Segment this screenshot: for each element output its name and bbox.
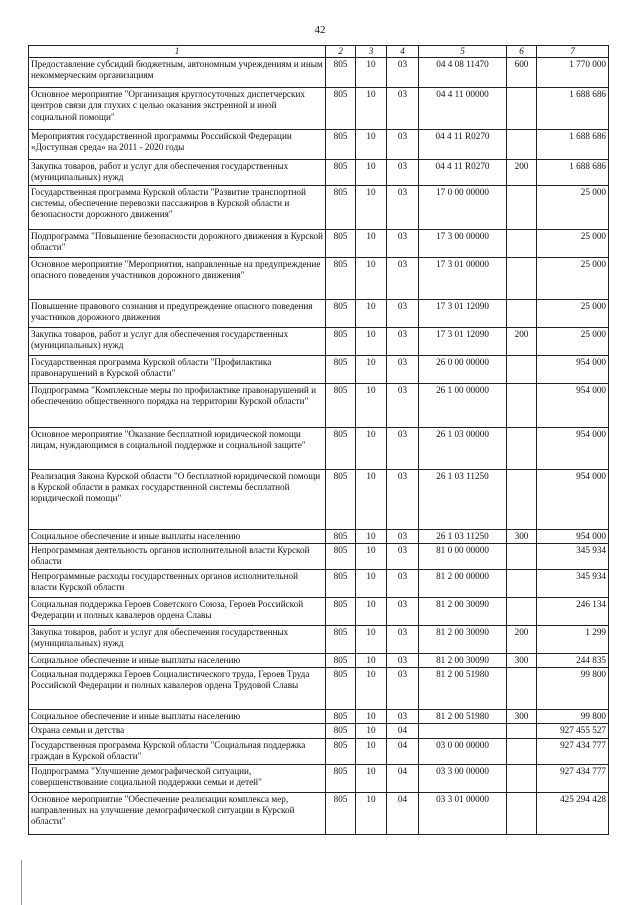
target-article-cell: 04 4 11 00000 bbox=[419, 88, 507, 130]
subsection-code-cell: 03 bbox=[387, 130, 419, 160]
subsection-code-cell: 04 bbox=[387, 764, 419, 792]
table-row bbox=[29, 185, 609, 229]
section-code-cell: 10 bbox=[356, 130, 387, 160]
target-article-cell: 26 1 00 00000 bbox=[419, 383, 507, 427]
expense-type-cell: 200 bbox=[507, 327, 537, 355]
row-name-cell: Государственная программа Курской области "Развитие транспортной системы, обеспечение перевозки пассажиров в Курской области и безопасности дорожного движения" bbox=[29, 185, 326, 229]
expense-type-cell bbox=[507, 185, 537, 229]
table-row bbox=[29, 792, 609, 834]
row-name-cell: Социальная поддержка Героев Советского Союза, Героев Российской Федерации и полных кавалеров ордена Славы bbox=[29, 597, 326, 625]
amount-cell: 1 688 686 bbox=[537, 130, 609, 160]
expense-type-cell: 200 bbox=[507, 160, 537, 185]
row-name-cell: Социальное обеспечение и иные выплаты населению bbox=[29, 653, 326, 667]
grbs-code-cell: 805 bbox=[326, 130, 356, 160]
amount-cell: 345 934 bbox=[537, 569, 609, 597]
grbs-code-cell: 805 bbox=[326, 355, 356, 383]
amount-cell: 246 134 bbox=[537, 597, 609, 625]
amount-cell: 927 434 777 bbox=[537, 764, 609, 792]
subsection-code-cell: 03 bbox=[387, 668, 419, 710]
target-article-cell: 81 2 00 30090 bbox=[419, 597, 507, 625]
expense-type-cell bbox=[507, 88, 537, 130]
expense-type-cell bbox=[507, 668, 537, 710]
target-article-cell: 17 0 00 00000 bbox=[419, 185, 507, 229]
grbs-code-cell: 805 bbox=[326, 383, 356, 427]
row-name-cell: Повышение правового сознания и предупреждение опасного поведения участников дорожного движения bbox=[29, 299, 326, 327]
amount-cell: 25 000 bbox=[537, 185, 609, 229]
table-row bbox=[29, 427, 609, 469]
row-name-cell: Основное мероприятие "Организация круглосуточных диспетчерских центров связи для глухих с целью оказания экстренной и иной социальной помощи" bbox=[29, 88, 326, 130]
grbs-code-cell: 805 bbox=[326, 469, 356, 529]
expense-type-cell bbox=[507, 229, 537, 257]
column-number: 2 bbox=[326, 46, 356, 58]
table-row bbox=[29, 88, 609, 130]
grbs-code-cell: 805 bbox=[326, 543, 356, 569]
expense-type-cell bbox=[507, 764, 537, 792]
grbs-code-cell: 805 bbox=[326, 668, 356, 710]
table-row bbox=[29, 668, 609, 710]
grbs-code-cell: 805 bbox=[326, 58, 356, 88]
amount-cell: 99 800 bbox=[537, 710, 609, 724]
table-row bbox=[29, 738, 609, 764]
target-article-cell: 81 2 00 00000 bbox=[419, 569, 507, 597]
table-row bbox=[29, 130, 609, 160]
amount-cell: 25 000 bbox=[537, 327, 609, 355]
amount-cell: 244 835 bbox=[537, 653, 609, 667]
table-row bbox=[29, 383, 609, 427]
grbs-code-cell: 805 bbox=[326, 427, 356, 469]
row-name-cell: Мероприятия государственной программы Российской Федерации «Доступная среда» на 2011 - 2020 годы bbox=[29, 130, 326, 160]
subsection-code-cell: 04 bbox=[387, 792, 419, 834]
subsection-code-cell: 03 bbox=[387, 327, 419, 355]
row-name-cell: Подпрограмма "Комплексные меры по профилактике правонарушений и обеспечению общественного порядка на территории Курской области" bbox=[29, 383, 326, 427]
subsection-code-cell: 03 bbox=[387, 257, 419, 299]
subsection-code-cell: 03 bbox=[387, 88, 419, 130]
page-number: 42 bbox=[314, 24, 326, 36]
row-name-cell: Социальное обеспечение и иные выплаты населению bbox=[29, 529, 326, 543]
column-number: 7 bbox=[537, 46, 609, 58]
row-name-cell: Закупка товаров, работ и услуг для обеспечения государственных (муниципальных) нужд bbox=[29, 160, 326, 185]
expense-type-cell bbox=[507, 724, 537, 738]
table-row bbox=[29, 257, 609, 299]
section-code-cell: 10 bbox=[356, 792, 387, 834]
table-row bbox=[29, 710, 609, 724]
table-row bbox=[29, 597, 609, 625]
table-row bbox=[29, 653, 609, 667]
section-code-cell: 10 bbox=[356, 160, 387, 185]
target-article-cell: 81 2 00 51980 bbox=[419, 710, 507, 724]
grbs-code-cell: 805 bbox=[326, 327, 356, 355]
expense-type-cell bbox=[507, 569, 537, 597]
grbs-code-cell: 805 bbox=[326, 257, 356, 299]
section-code-cell: 10 bbox=[356, 653, 387, 667]
table-row bbox=[29, 469, 609, 529]
row-name-cell: Социальное обеспечение и иные выплаты населению bbox=[29, 710, 326, 724]
subsection-code-cell: 03 bbox=[387, 710, 419, 724]
target-article-cell: 03 3 01 00000 bbox=[419, 792, 507, 834]
row-name-cell: Закупка товаров, работ и услуг для обеспечения государственных (муниципальных) нужд bbox=[29, 625, 326, 653]
subsection-code-cell: 03 bbox=[387, 469, 419, 529]
expense-type-cell bbox=[507, 792, 537, 834]
table-row bbox=[29, 764, 609, 792]
amount-cell: 1 770 000 bbox=[537, 58, 609, 88]
amount-cell: 99 800 bbox=[537, 668, 609, 710]
amount-cell: 425 294 428 bbox=[537, 792, 609, 834]
amount-cell: 25 000 bbox=[537, 257, 609, 299]
table-body bbox=[29, 58, 609, 834]
expense-type-cell bbox=[507, 355, 537, 383]
row-name-cell: Государственная программа Курской области "Социальная поддержка граждан в Курской области" bbox=[29, 738, 326, 764]
target-article-cell: 26 1 03 00000 bbox=[419, 427, 507, 469]
column-number: 5 bbox=[419, 46, 507, 58]
section-code-cell: 10 bbox=[356, 58, 387, 88]
expense-type-cell: 300 bbox=[507, 710, 537, 724]
subsection-code-cell: 03 bbox=[387, 597, 419, 625]
amount-cell: 954 000 bbox=[537, 355, 609, 383]
target-article-cell: 17 3 01 12090 bbox=[419, 299, 507, 327]
amount-cell: 927 434 777 bbox=[537, 738, 609, 764]
column-number: 1 bbox=[29, 46, 326, 58]
target-article-cell: 17 3 01 00000 bbox=[419, 257, 507, 299]
column-number: 4 bbox=[387, 46, 419, 58]
grbs-code-cell: 805 bbox=[326, 653, 356, 667]
amount-cell: 954 000 bbox=[537, 383, 609, 427]
table-row bbox=[29, 724, 609, 738]
column-number-row bbox=[29, 46, 609, 58]
row-name-cell: Социальная поддержка Героев Социалистического труда, Героев Труда Российской Федерации и полных кавалеров ордена Трудовой Славы bbox=[29, 668, 326, 710]
expense-type-cell bbox=[507, 597, 537, 625]
subsection-code-cell: 03 bbox=[387, 160, 419, 185]
grbs-code-cell: 805 bbox=[326, 88, 356, 130]
expense-type-cell: 600 bbox=[507, 58, 537, 88]
row-name-cell: Непрограммные расходы государственных органов исполнительной власти Курской области bbox=[29, 569, 326, 597]
subsection-code-cell: 03 bbox=[387, 185, 419, 229]
target-article-cell: 03 3 00 00000 bbox=[419, 764, 507, 792]
section-code-cell: 10 bbox=[356, 355, 387, 383]
target-article-cell: 26 1 03 11250 bbox=[419, 529, 507, 543]
target-article-cell: 26 0 00 00000 bbox=[419, 355, 507, 383]
section-code-cell: 10 bbox=[356, 427, 387, 469]
expense-type-cell bbox=[507, 130, 537, 160]
scan-margin-line bbox=[21, 860, 22, 905]
row-name-cell: Охрана семьи и детства bbox=[29, 724, 326, 738]
section-code-cell: 10 bbox=[356, 625, 387, 653]
amount-cell: 1 299 bbox=[537, 625, 609, 653]
grbs-code-cell: 805 bbox=[326, 299, 356, 327]
grbs-code-cell: 805 bbox=[326, 229, 356, 257]
target-article-cell: 81 0 00 00000 bbox=[419, 543, 507, 569]
target-article-cell: 04 4 08 11470 bbox=[419, 58, 507, 88]
amount-cell: 25 000 bbox=[537, 299, 609, 327]
expense-type-cell bbox=[507, 257, 537, 299]
section-code-cell: 10 bbox=[356, 469, 387, 529]
amount-cell: 1 688 686 bbox=[537, 160, 609, 185]
table-row bbox=[29, 543, 609, 569]
row-name-cell: Предоставление субсидий бюджетным, автономным учреждениям и иным некоммерческим организациям bbox=[29, 58, 326, 88]
target-article-cell: 04 4 11 R0270 bbox=[419, 160, 507, 185]
target-article-cell: 81 2 00 30090 bbox=[419, 625, 507, 653]
target-article-cell: 17 3 01 12090 bbox=[419, 327, 507, 355]
row-name-cell: Основное мероприятие "Обеспечение реализации комплекса мер, направленных на улучшение демографической ситуации в Курской области" bbox=[29, 792, 326, 834]
grbs-code-cell: 805 bbox=[326, 625, 356, 653]
row-name-cell: Непрограммная деятельность органов исполнительной власти Курской области bbox=[29, 543, 326, 569]
section-code-cell: 10 bbox=[356, 257, 387, 299]
table-row bbox=[29, 529, 609, 543]
subsection-code-cell: 03 bbox=[387, 58, 419, 88]
row-name-cell: Подпрограмма "Улучшение демографической ситуации, совершенствование социальной поддержки семьи и детей" bbox=[29, 764, 326, 792]
section-code-cell: 10 bbox=[356, 738, 387, 764]
amount-cell: 25 000 bbox=[537, 229, 609, 257]
target-article-cell bbox=[419, 724, 507, 738]
section-code-cell: 10 bbox=[356, 529, 387, 543]
section-code-cell: 10 bbox=[356, 327, 387, 355]
target-article-cell: 03 0 00 00000 bbox=[419, 738, 507, 764]
grbs-code-cell: 805 bbox=[326, 529, 356, 543]
row-name-cell: Основное мероприятие "Оказание бесплатной юридической помощи лицам, нуждающимся в социальной поддержке и социальной защите" bbox=[29, 427, 326, 469]
target-article-cell: 04 4 11 R0270 bbox=[419, 130, 507, 160]
subsection-code-cell: 03 bbox=[387, 569, 419, 597]
section-code-cell: 10 bbox=[356, 543, 387, 569]
table-row bbox=[29, 569, 609, 597]
subsection-code-cell: 03 bbox=[387, 229, 419, 257]
amount-cell: 1 688 686 bbox=[537, 88, 609, 130]
subsection-code-cell: 03 bbox=[387, 625, 419, 653]
subsection-code-cell: 03 bbox=[387, 543, 419, 569]
target-article-cell: 17 3 00 00000 bbox=[419, 229, 507, 257]
column-number: 3 bbox=[356, 46, 387, 58]
target-article-cell: 81 2 00 30090 bbox=[419, 653, 507, 667]
section-code-cell: 10 bbox=[356, 724, 387, 738]
expense-type-cell: 300 bbox=[507, 653, 537, 667]
section-code-cell: 10 bbox=[356, 383, 387, 427]
section-code-cell: 10 bbox=[356, 764, 387, 792]
subsection-code-cell: 04 bbox=[387, 724, 419, 738]
expense-type-cell bbox=[507, 738, 537, 764]
row-name-cell: Подпрограмма "Повышение безопасности дорожного движения в Курской области" bbox=[29, 229, 326, 257]
grbs-code-cell: 805 bbox=[326, 569, 356, 597]
grbs-code-cell: 805 bbox=[326, 710, 356, 724]
target-article-cell: 81 2 00 51980 bbox=[419, 668, 507, 710]
row-name-cell: Закупка товаров, работ и услуг для обеспечения государственных (муниципальных) нужд bbox=[29, 327, 326, 355]
column-number: 6 bbox=[507, 46, 537, 58]
expense-type-cell bbox=[507, 427, 537, 469]
amount-cell: 954 000 bbox=[537, 469, 609, 529]
amount-cell: 954 000 bbox=[537, 427, 609, 469]
section-code-cell: 10 bbox=[356, 88, 387, 130]
grbs-code-cell: 805 bbox=[326, 724, 356, 738]
grbs-code-cell: 805 bbox=[326, 185, 356, 229]
expense-type-cell bbox=[507, 299, 537, 327]
expense-type-cell bbox=[507, 383, 537, 427]
expense-type-cell bbox=[507, 543, 537, 569]
subsection-code-cell: 03 bbox=[387, 427, 419, 469]
amount-cell: 954 000 bbox=[537, 529, 609, 543]
row-name-cell: Государственная программа Курской области "Профилактика правонарушений в Курской области" bbox=[29, 355, 326, 383]
table-row bbox=[29, 625, 609, 653]
section-code-cell: 10 bbox=[356, 569, 387, 597]
amount-cell: 345 934 bbox=[537, 543, 609, 569]
section-code-cell: 10 bbox=[356, 299, 387, 327]
table-row bbox=[29, 160, 609, 185]
table-row bbox=[29, 58, 609, 88]
subsection-code-cell: 03 bbox=[387, 383, 419, 427]
grbs-code-cell: 805 bbox=[326, 160, 356, 185]
table-row bbox=[29, 229, 609, 257]
grbs-code-cell: 805 bbox=[326, 792, 356, 834]
target-article-cell: 26 1 03 11250 bbox=[419, 469, 507, 529]
subsection-code-cell: 03 bbox=[387, 653, 419, 667]
expense-type-cell bbox=[507, 469, 537, 529]
grbs-code-cell: 805 bbox=[326, 597, 356, 625]
table-row bbox=[29, 327, 609, 355]
budget-table bbox=[28, 45, 609, 835]
table-row bbox=[29, 355, 609, 383]
grbs-code-cell: 805 bbox=[326, 738, 356, 764]
subsection-code-cell: 03 bbox=[387, 299, 419, 327]
expense-type-cell: 200 bbox=[507, 625, 537, 653]
subsection-code-cell: 03 bbox=[387, 355, 419, 383]
section-code-cell: 10 bbox=[356, 229, 387, 257]
expense-type-cell: 300 bbox=[507, 529, 537, 543]
grbs-code-cell: 805 bbox=[326, 764, 356, 792]
section-code-cell: 10 bbox=[356, 668, 387, 710]
table-row bbox=[29, 299, 609, 327]
amount-cell: 927 455 527 bbox=[537, 724, 609, 738]
subsection-code-cell: 04 bbox=[387, 738, 419, 764]
section-code-cell: 10 bbox=[356, 597, 387, 625]
section-code-cell: 10 bbox=[356, 710, 387, 724]
row-name-cell: Реализация Закона Курской области "О бесплатной юридической помощи в Курской области в рамках государственной системы бесплатной юридической помощи" bbox=[29, 469, 326, 529]
subsection-code-cell: 03 bbox=[387, 529, 419, 543]
section-code-cell: 10 bbox=[356, 185, 387, 229]
row-name-cell: Основное мероприятие "Мероприятия, направленные на предупреждение опасного поведения участников дорожного движения" bbox=[29, 257, 326, 299]
